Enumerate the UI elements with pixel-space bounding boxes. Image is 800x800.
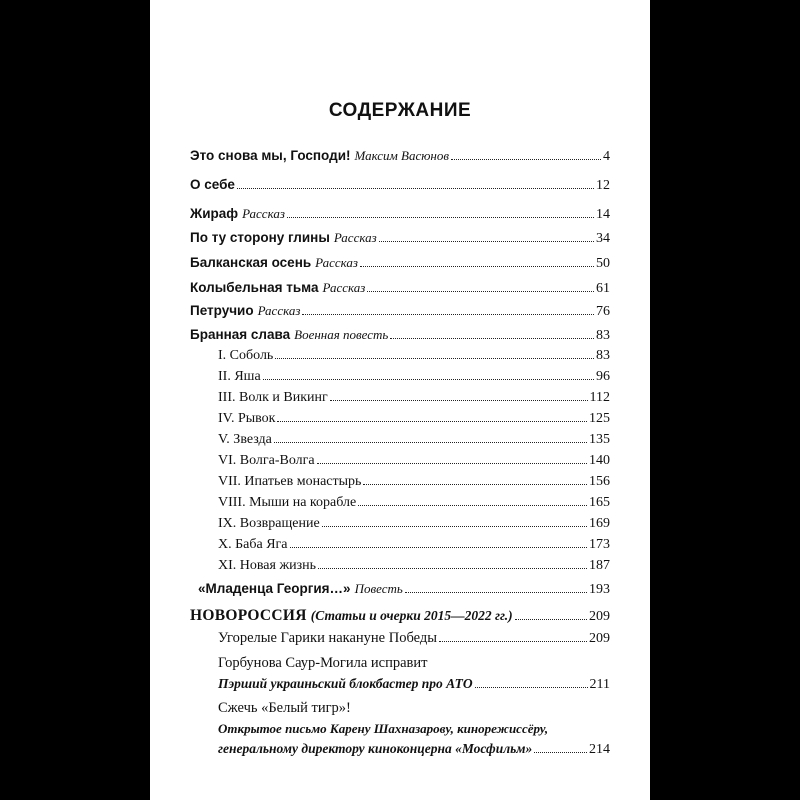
toc-entry	[190, 280, 610, 297]
leader-dots	[275, 358, 594, 359]
entry-page: 50	[596, 256, 610, 271]
entry-title: Бранная слава	[190, 327, 291, 342]
chapter-title: IV. Рывок	[218, 411, 276, 426]
entry-title: Петручио	[190, 303, 254, 318]
chapter-page: 156	[589, 474, 610, 489]
entry-title: Колыбельная тьма	[190, 280, 319, 295]
section-page: 209	[589, 609, 610, 624]
chapter-title: XI. Новая жизнь	[218, 558, 317, 573]
section-subtitle: (Статьи и очерки 2015—2022 гг.)	[310, 608, 513, 623]
chapter-title: VIII. Мыши на корабле	[218, 495, 357, 510]
chapter-title: IX. Возвращение	[218, 516, 320, 531]
entry-page: 34	[596, 231, 610, 246]
toc-entry	[190, 230, 610, 247]
right-black-margin	[650, 0, 800, 800]
entry-page: 12	[596, 178, 610, 193]
entry-subtitle: Военная повесть	[294, 327, 389, 342]
entry-page: 61	[596, 281, 610, 296]
chapter-page: 135	[589, 432, 610, 447]
leader-dots	[287, 217, 594, 218]
chapter-entry	[218, 537, 610, 553]
leader-dots	[322, 526, 587, 527]
leader-dots	[475, 687, 588, 688]
entry-subtitle: Рассказ	[333, 230, 377, 245]
chapter-entry	[218, 453, 610, 469]
chapter-title: VI. Волга-Волга	[218, 453, 315, 468]
toc-section	[190, 607, 610, 625]
chapter-page: 83	[596, 348, 610, 363]
entry-title: Жираф	[190, 206, 239, 221]
chapter-entry	[218, 411, 610, 427]
leader-dots	[363, 484, 587, 485]
chapter-title: V. Звезда	[218, 432, 272, 447]
leader-dots	[534, 752, 587, 753]
article-page: 209	[589, 631, 610, 646]
chapter-page: 96	[596, 369, 610, 384]
chapter-entry	[218, 369, 610, 385]
article-entry	[218, 741, 610, 758]
chapter-title: X. Баба Яга	[218, 537, 288, 552]
chapter-title: VII. Ипатьев монастырь	[218, 474, 362, 489]
toc-entry	[190, 148, 610, 165]
entry-page: 83	[596, 328, 610, 343]
leader-dots	[358, 505, 587, 506]
chapter-entry	[218, 495, 610, 511]
article-page: 214	[589, 742, 610, 757]
entry-title: О себе	[190, 177, 235, 192]
leader-dots	[237, 188, 594, 189]
book-page	[150, 0, 650, 800]
entry-page: 193	[589, 582, 610, 597]
entry-subtitle: Рассказ	[242, 206, 285, 221]
leader-dots	[379, 241, 594, 242]
chapter-page: 187	[589, 558, 610, 573]
toc-entry	[190, 327, 610, 344]
entry-subtitle: Рассказ	[257, 303, 301, 318]
chapter-page: 173	[589, 537, 610, 552]
article-page: 211	[589, 677, 610, 692]
leader-dots	[290, 547, 588, 548]
leader-dots	[515, 619, 587, 620]
article-subtitle: Открытое письмо Карену Шахназарову, кинорежиссёру,	[218, 721, 549, 736]
toc-entry	[190, 303, 610, 320]
article-entry	[218, 676, 610, 693]
chapter-entry	[218, 558, 610, 574]
chapter-entry	[218, 348, 610, 364]
chapter-title: III. Волк и Викинг	[218, 390, 328, 405]
toc-entry-novella	[198, 581, 610, 598]
entry-subtitle: Повесть	[354, 581, 403, 596]
entry-page: 14	[596, 207, 610, 222]
section-title: НОВОРОССИЯ	[190, 607, 307, 624]
chapter-page: 169	[589, 516, 610, 531]
toc-entry	[190, 177, 610, 194]
article-subtitle: Пэрший украиньский блокбастер про АТО	[218, 676, 473, 691]
page-title: СОДЕРЖАНИЕ	[328, 100, 472, 121]
chapter-entry	[218, 516, 610, 532]
leader-dots	[390, 338, 594, 339]
chapter-title: II. Яша	[218, 369, 261, 384]
entry-subtitle: Максим Васюнов	[354, 148, 450, 163]
leader-dots	[318, 568, 587, 569]
article-subtitle: генеральному директору киноконцерна «Мосфильм»	[218, 741, 533, 756]
entry-page: 4	[603, 149, 610, 164]
leader-dots	[330, 400, 588, 401]
entry-page: 76	[596, 304, 610, 319]
leader-dots	[451, 159, 601, 160]
entry-title: «Младенца Георгия…»	[198, 581, 351, 596]
leader-dots	[263, 379, 594, 380]
article-title: Горбунова Саур-Могила исправит	[218, 655, 428, 671]
chapter-entry	[218, 474, 610, 490]
chapter-entry	[218, 432, 610, 448]
article-title: Угорелые Гарики накануне Победы	[218, 630, 438, 646]
entry-subtitle: Рассказ	[315, 255, 358, 270]
toc-entry	[190, 255, 610, 272]
chapter-page: 112	[589, 390, 610, 405]
leader-dots	[405, 592, 587, 593]
entry-title: Балканская осень	[190, 255, 312, 270]
left-black-margin	[0, 0, 150, 800]
chapter-title: I. Соболь	[218, 348, 274, 363]
leader-dots	[367, 291, 594, 292]
leader-dots	[277, 421, 587, 422]
article-title: Сжечь «Белый тигр»!	[218, 700, 351, 716]
leader-dots	[360, 266, 594, 267]
toc-entry	[190, 206, 610, 223]
chapter-page: 125	[589, 411, 610, 426]
article-entry	[218, 630, 610, 647]
leader-dots	[274, 442, 587, 443]
chapter-page: 140	[589, 453, 610, 468]
chapter-page: 165	[589, 495, 610, 510]
chapter-entry	[218, 390, 610, 406]
leader-dots	[317, 463, 587, 464]
leader-dots	[439, 641, 587, 642]
entry-subtitle: Рассказ	[322, 280, 366, 295]
entry-title: По ту сторону глины	[190, 230, 330, 245]
leader-dots	[302, 314, 594, 315]
entry-title: Это снова мы, Господи!	[190, 148, 351, 163]
